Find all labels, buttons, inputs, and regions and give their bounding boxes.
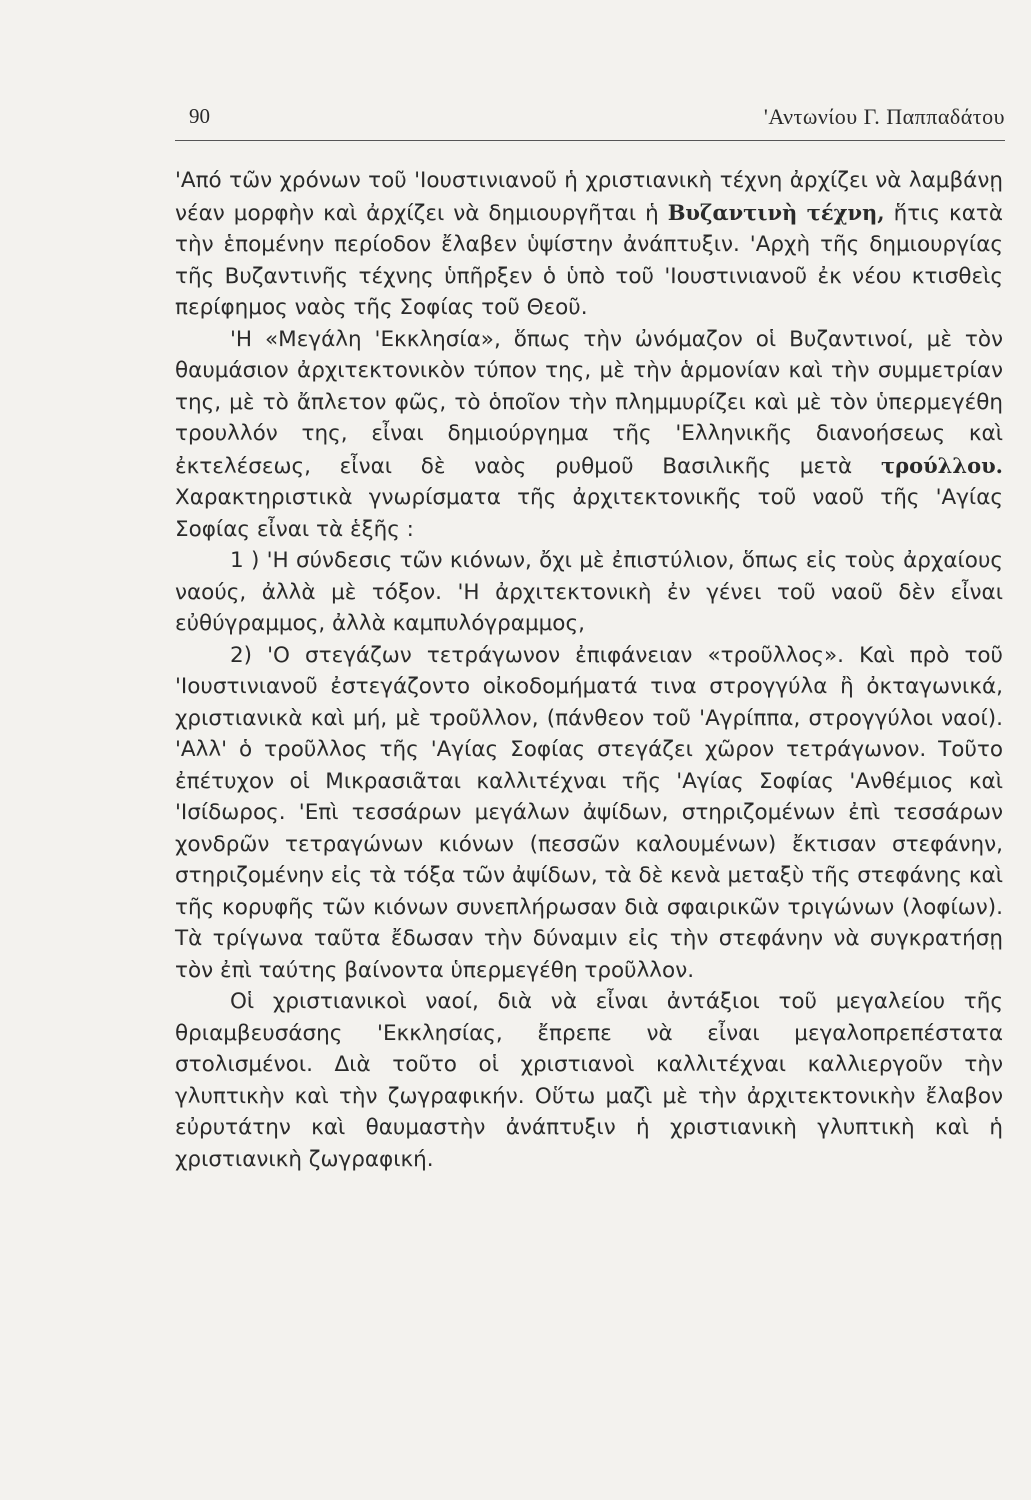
paragraph-2-bold-term: τρούλλου. [880, 452, 1003, 478]
paragraph-4-list-item-2: 2) 'Ο στεγάζων τετράγωνον ἐπιφάνειαν «τροῦλλος». Καὶ πρὸ τοῦ 'Ιουστινιανοῦ ἐστεγάζοντο οἰκοδομήματά τινα στρογγύλα ἢ ὀκταγωνικά, χριστιανικὰ καὶ μή, μὲ τροῦλλον, (πάνθεον τοῦ 'Αγρίππα, στρογγύλοι ναοί). 'Αλλ' ὁ τροῦλλος τῆς 'Αγίας Σοφίας στεγάζει χῶρον τετράγωνον. Τοῦτο ἐπέτυχον οἱ Μικρασιᾶται καλλιτέχναι τῆς 'Αγίας Σοφίας 'Ανθέμιος καὶ 'Ισίδωρος. 'Επὶ τεσσάρων μεγάλων ἀψίδων, στηριζομένων ἐπὶ τεσσάρων χονδρῶν τετραγώνων κιόνων (πεσσῶν καλουμένων) ἔκτισαν στεφάνην, στηριζομένην εἰς τὰ τόξα τῶν ἀψίδων, τὰ δὲ κενὰ μεταξὺ τῆς στεφάνης καὶ τῆς κορυφῆς τῶν κιόνων συνεπλήρωσαν διὰ σφαιρικῶν τριγώνων (λοφίων). Τὰ τρίγωνα ταῦτα ἔδωσαν τὴν δύναμιν εἰς τὴν στεφάνην νὰ συγκρατήσῃ τὸν ἐπὶ ταύτης βαίνοντα ὑπερμεγέθη τροῦλλον. [175, 642, 1003, 983]
paragraph-1-text-a: 'Από τῶν χρόνων τοῦ 'Ιουστινιανοῦ ἡ χριστιανικὴ τέχνη ἀρχίζει νὰ λαμβάνῃ νέαν μορφὴν καὶ ἀρχίζει νὰ δημιουργῆται ἡ [175, 168, 1003, 226]
page-number: 90 [189, 104, 210, 128]
running-head: 'Αντωνίου Γ. Παππαδάτου [763, 104, 1005, 129]
paragraph-5: Οἱ χριστιανικοὶ ναοί, διὰ νὰ εἶναι ἀντάξιοι τοῦ μεγαλείου τῆς θριαμβευσάσης 'Εκκλησίας, ἔπρεπε νὰ εἶναι μεγαλοπρεπέστατα στολισμένοι. Διὰ τοῦτο οἱ χριστιανοὶ καλλιτέχναι καλλιεργοῦν τὴν γλυπτικὴν καὶ τὴν ζωγραφικήν. Οὕτω μαζὶ μὲ τὴν ἀρχιτεκτονικὴν ἔλαβον εὐρυτάτην καὶ θαυμαστὴν ἀνάπτυξιν ἡ χριστιανικὴ γλυπτικὴ καὶ ἡ χριστιανικὴ ζωγραφική. [175, 989, 1003, 1172]
paragraph-1-text-b: ἥτις κατὰ τὴν ἑπομένην περίοδον ἔλαβεν ὑψίστην ἀνάπτυξιν. 'Αρχὴ τῆς δημιουργίας τῆς Βυζαντινῆς τέχνης ὑπῆρξεν ὁ ὑπὸ τοῦ 'Ιουστινιανοῦ ἐκ νέου κτισθεὶς περίφημος ναὸς τῆς Σοφίας τοῦ Θεοῦ. [175, 200, 1003, 320]
page-header [175, 100, 1005, 141]
paragraph-1 [175, 165, 1003, 324]
paragraph-2-text-a: 'Η «Μεγάλη 'Εκκλησία», ὅπως τὴν ὠνόμαζον οἱ Βυζαντινοί, μὲ τὸν θαυμάσιον ἀρχιτεκτονικὸν τύπον της, μὲ τὴν ἁρμονίαν καὶ τὴν συμμετρίαν της, μὲ τὸ ἄπλετον φῶς, τὸ ὁποῖον τὴν πλημμυρίζει καὶ μὲ τὸν ὑπερμεγέθη τρουλλόν της, εἶναι δημιούργημα τῆς 'Ελληνικῆς διανοήσεως καὶ ἐκτελέσεως, εἶναι δὲ ναὸς ρυθμοῦ Βασιλικῆς μετὰ [175, 326, 1003, 479]
paragraph-2-text-b: Χαρακτηριστικὰ γνωρίσματα τῆς ἀρχιτεκτονικῆς τοῦ ναοῦ τῆς 'Αγίας Σοφίας εἶναι τὰ ἑξῆς : [175, 485, 1003, 542]
paragraph-1-bold-term: Βυζαντινὴ τέχνη, [667, 199, 885, 225]
paragraph-3-list-item-1: 1 ) 'Η σύνδεσις τῶν κιόνων, ὄχι μὲ ἐπιστύλιον, ὅπως εἰς τοὺς ἀρχαίους ναούς, ἀλλὰ μὲ τόξον. 'Η ἀρχιτεκτονικὴ ἐν γένει τοῦ ναοῦ δὲν εἶναι εὐθύγραμμος, ἀλλὰ καμπυλόγραμμος, [175, 548, 1003, 636]
paragraph-2 [175, 324, 1003, 546]
body-text [175, 165, 1003, 1175]
